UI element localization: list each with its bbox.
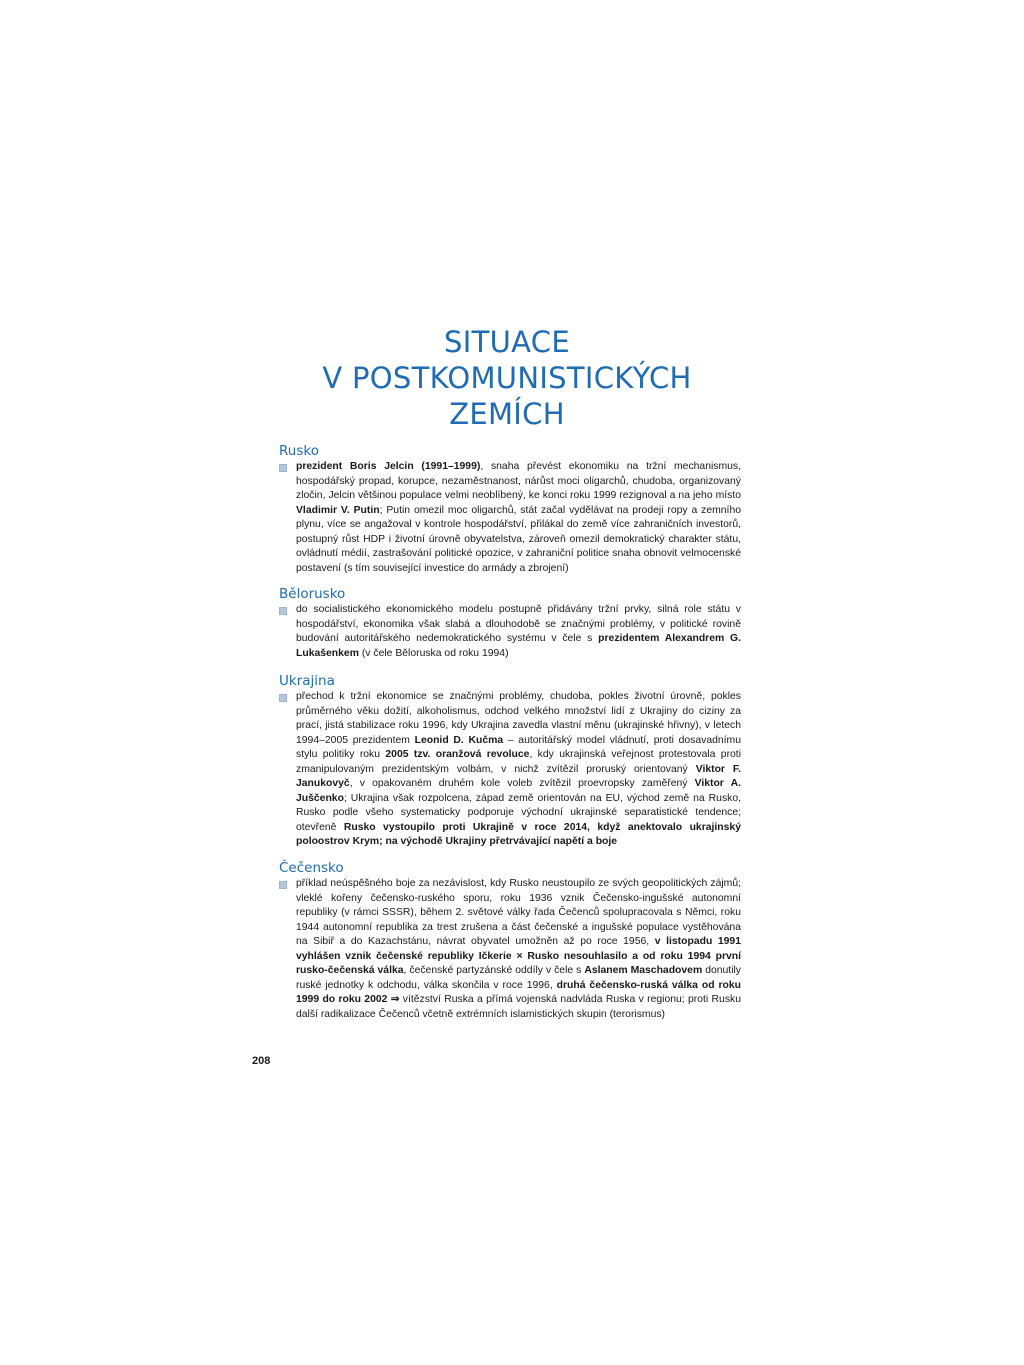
bold-text-run: Viktor A. Juščenko <box>296 778 741 804</box>
text-run: , kdy ukrajinská veřejnost protestovala proti zmanipulovaným prezidentským volbám, v nichž zvítězil proruský orientovaný <box>296 749 742 775</box>
text-run: příklad neúspěšného boje za nezávislost, kdy Rusko neustoupilo ze svých geopolitických zájmů; vleklé kořeny čečensko-ruského sporu, roku 1936 vznik Čečensko-ingušské autonomní republiky (v rámci SSSR), během 2. světové války řada Čečenců spolupracovala s Němci, roku 1944 autonomní republika za trest zrušena a část čečenské a ingušské populace vystěhována na Sibiř a do Kazachstánu, návrat obyvatel umožněn až po roce 1956, <box>296 878 741 947</box>
section-ukrajina <box>279 673 741 850</box>
section-text-ukrajina <box>296 690 741 850</box>
bold-text-run: druhá čečensko-ruská válka od roku 1999 do roku 2002 ⇒ <box>296 979 741 1005</box>
page-number: 208 <box>252 1055 271 1067</box>
text-run: , snaha převést ekonomiku na tržní mechanismus, hospodářský propad, korupce, nezaměstnanost, nárůst moci oligarchů, chudoba, organizovaný zločin, Jelcin většinou populace velmi neoblíbený, ke konci roku 1999 rezignoval a na jeho místo <box>296 461 741 501</box>
list-item <box>279 877 741 1022</box>
title-line-2: V POSTKOMUNISTICKÝCH <box>322 361 692 395</box>
bold-text-run: prezident Boris Jelcin (1991–1999) <box>296 461 481 472</box>
square-bullet-icon <box>279 464 287 472</box>
list-item <box>279 603 741 661</box>
text-run: , čečenské partyzánské oddíly v čele s <box>403 965 585 976</box>
section-heading-cecensko: Čečensko <box>279 860 344 876</box>
text-run: přechod k tržní ekonomice se značnými problémy, chudoba, pokles životní úrovně, pokles průměrného věku dožití, alkoholismus, odchod velkého množství lidí z Ukrajiny do ciziny za prací, jistá stabilizace roku 1996, kdy Ukrajina zavedla vlastní měnu (ukrajinské hřivny), v letech 1994–2005 prezidentem <box>296 691 741 746</box>
square-bullet-icon <box>279 607 287 615</box>
square-bullet-icon <box>279 694 287 702</box>
list-item <box>279 690 741 850</box>
section-cecensko <box>279 860 741 1022</box>
page-title <box>252 324 762 432</box>
list-item <box>279 460 741 576</box>
bold-text-run: Aslanem Maschadovem <box>584 965 703 976</box>
section-text-cecensko <box>296 877 741 1022</box>
text-run: (v čele Běloruska od roku 1994) <box>358 647 509 659</box>
bold-text-run: Leonid D. Kučma <box>414 734 504 746</box>
text-run: – autoritářský model vládnutí, proti dosavadnímu stylu politiky roku <box>296 734 741 760</box>
text-run: , v opakovaném druhém kole voleb zvítězil proevropsky zaměřený <box>349 778 695 789</box>
title-line-3: ZEMÍCH <box>449 397 565 431</box>
section-heading-belorusko: Bělorusko <box>279 586 346 602</box>
bold-text-run: 2005 tzv. oranžová revoluce <box>385 749 530 760</box>
section-heading-ukrajina: Ukrajina <box>279 673 335 689</box>
section-heading-rusko: Rusko <box>279 443 319 459</box>
text-run: ; Ukrajina však rozpolcena, západ země orientován na EU, východ země na Rusko, Rusko podle všeho systematicky podporuje východní ukrajinské separatistické tendence; otevřeně <box>296 792 741 833</box>
section-rusko <box>279 443 741 576</box>
bold-text-run: Viktor F. Janukovyč <box>296 763 741 789</box>
text-run: ; Putin omezil moc oligarchů, stát začal vydělávat na prodeji ropy a zemního plynu, více se angažoval v kontrole hospodářství, přilákal do země více zahraničních investorů, postupný růst HDP i životní úrovně obyvatelstva, zároveň omezil demokratický charakter státu, ovládnutí médií, zastrašování politické opozice, v zahraniční politice snaha obnovit velmocenské postavení (s tím související investice do armády a zbrojení) <box>296 504 741 574</box>
section-belorusko <box>279 586 741 661</box>
bold-text-run: Vladimir V. Putin <box>296 504 380 516</box>
section-text-belorusko <box>296 603 741 661</box>
bold-text-run: Rusko vystoupilo proti Ukrajině v roce 2014, když anektovalo ukrajinský poloostrov Krym; na východě Ukrajiny přetrvávající napětí a boje <box>296 821 741 847</box>
text-run: vítězství Ruska a přímá vojenská nadvláda Ruska v regionu; proti Rusku další radikalizace Čečenců včetně extrémních islamistických skupin (terorismus) <box>296 994 741 1020</box>
section-text-rusko <box>296 460 741 576</box>
square-bullet-icon <box>279 881 287 889</box>
title-line-1: SITUACE <box>444 325 570 359</box>
bold-text-run: prezidentem Alexandrem G. Lukašenkem <box>296 633 741 659</box>
text-run: do socialistického ekonomického modelu postupně přidávány tržní prvky, silná role státu v hospodářství, ekonomika však slabá a dlouhodobě se značnými problémy, v politické rovině budování autoritářského nedemokratického systému v čele s <box>296 604 741 644</box>
text-run: donutily ruské jednotky k odchodu, válka skončila v roce 1996, <box>296 965 742 991</box>
bold-text-run: v listopadu 1991 vyhlášen vznik čečenské republiky Ičkerie × Rusko nesouhlasilo a od roku 1994 první rusko-čečenská válka <box>296 936 741 976</box>
